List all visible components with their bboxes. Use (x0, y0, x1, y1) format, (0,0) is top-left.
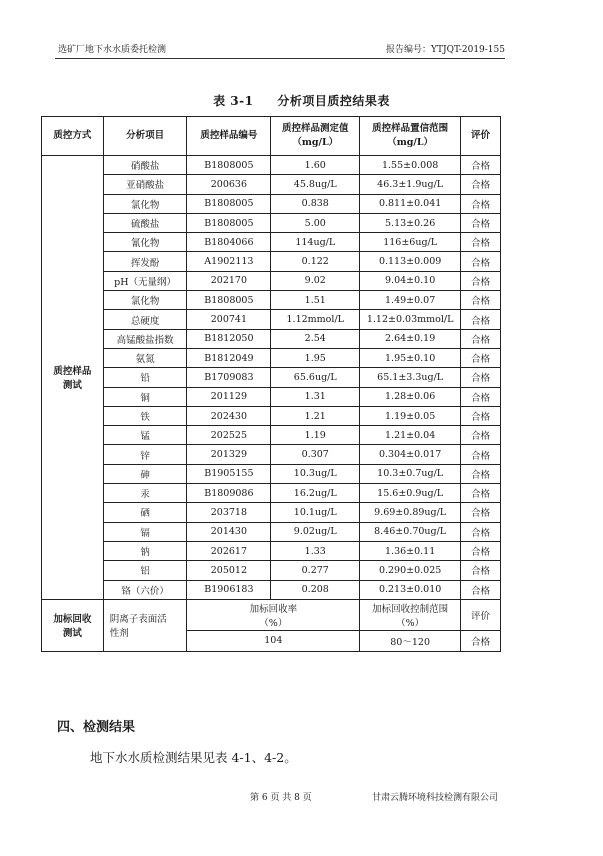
cell-sample-id: 201329 (187, 445, 271, 464)
table-row (42, 175, 501, 194)
cell-measured: 1.21 (271, 406, 360, 425)
cell-evaluation: 合格 (461, 252, 501, 271)
cell-measured: 2.54 (271, 329, 360, 348)
spike-header-rate: 加标回收率 （%） (187, 599, 360, 630)
header-cell: 质控样品测定值 （mg/L） (271, 117, 360, 156)
spike-value-range: 80～120 (360, 630, 461, 651)
cell-evaluation: 合格 (461, 233, 501, 252)
group-label-qc: 质控样品 测试 (42, 156, 104, 600)
cell-evaluation: 合格 (461, 426, 501, 445)
cell-sample-id: B1808005 (187, 291, 271, 310)
header-cell: 分析项目 (103, 117, 187, 156)
header-cell: 质控方式 (42, 117, 104, 156)
cell-sample-id: B1809086 (187, 484, 271, 503)
cell-evaluation: 合格 (461, 271, 501, 290)
table-row (42, 194, 501, 213)
cell-item: 硒 (103, 503, 187, 522)
cell-sample-id: 205012 (187, 561, 271, 580)
cell-item: 铜 (103, 387, 187, 406)
cell-measured: 1.19 (271, 426, 360, 445)
cell-range: 1.36±0.11 (360, 541, 461, 560)
cell-measured: 114ug/L (271, 233, 360, 252)
table-row (42, 368, 501, 387)
table-row (42, 561, 501, 580)
cell-item: 挥发酚 (103, 252, 187, 271)
header-divider (55, 58, 505, 59)
table-row (42, 445, 501, 464)
table-row (42, 503, 501, 522)
cell-range: 116±6ug/L (360, 233, 461, 252)
table-row (42, 599, 501, 630)
page-header (58, 42, 505, 58)
cell-item: 汞 (103, 484, 187, 503)
cell-range: 1.28±0.06 (360, 387, 461, 406)
cell-sample-id: B1808005 (187, 156, 271, 175)
page-number: 第 6 页 共 8 页 (250, 793, 312, 803)
cell-item: 硝酸盐 (103, 156, 187, 175)
table-row (42, 387, 501, 406)
cell-item: 镉 (103, 522, 187, 541)
cell-item: 铝 (103, 561, 187, 580)
qc-results-table (41, 116, 501, 652)
cell-measured: 65.6ug/L (271, 368, 360, 387)
cell-evaluation: 合格 (461, 503, 501, 522)
cell-item: 氯化物 (103, 194, 187, 213)
cell-measured: 45.8ug/L (271, 175, 360, 194)
table-row (42, 213, 501, 232)
cell-range: 5.13±0.26 (360, 213, 461, 232)
cell-measured: 1.95 (271, 348, 360, 367)
cell-measured: 10.3ug/L (271, 464, 360, 483)
header-title: 选矿厂地下水水质委托检测 (58, 45, 167, 55)
cell-item: 砷 (103, 464, 187, 483)
cell-evaluation: 合格 (461, 156, 501, 175)
cell-sample-id: 201430 (187, 522, 271, 541)
cell-measured: 0.838 (271, 194, 360, 213)
cell-item: 氰化物 (103, 233, 187, 252)
cell-item: 高锰酸盐指数 (103, 329, 187, 348)
table-row (42, 406, 501, 425)
cell-range: 2.64±0.19 (360, 329, 461, 348)
cell-evaluation: 合格 (461, 522, 501, 541)
cell-measured: 5.00 (271, 213, 360, 232)
cell-item: 铁 (103, 406, 187, 425)
cell-sample-id: B1804066 (187, 233, 271, 252)
cell-evaluation: 合格 (461, 464, 501, 483)
cell-measured: 0.307 (271, 445, 360, 464)
cell-sample-id: 202170 (187, 271, 271, 290)
table-row (42, 156, 501, 175)
group-label-spike: 加标回收 测试 (42, 599, 104, 651)
cell-range: 65.1±3.3ug/L (360, 368, 461, 387)
table-row (42, 233, 501, 252)
table-caption (0, 92, 603, 109)
company-name: 甘肃云腾环境科技检测有限公司 (372, 793, 499, 803)
cell-measured: 1.31 (271, 387, 360, 406)
header-cell: 质控样品编号 (187, 117, 271, 156)
cell-range: 15.6±0.9ug/L (360, 484, 461, 503)
cell-sample-id: B1808005 (187, 194, 271, 213)
cell-measured: 0.122 (271, 252, 360, 271)
cell-evaluation: 合格 (461, 368, 501, 387)
cell-range: 1.49±0.07 (360, 291, 461, 310)
cell-range: 0.213±0.010 (360, 580, 461, 599)
cell-sample-id: A1902113 (187, 252, 271, 271)
cell-range: 0.304±0.017 (360, 445, 461, 464)
cell-sample-id: B1906183 (187, 580, 271, 599)
cell-evaluation: 合格 (461, 445, 501, 464)
cell-sample-id: B1812049 (187, 348, 271, 367)
cell-evaluation: 合格 (461, 310, 501, 329)
cell-evaluation: 合格 (461, 175, 501, 194)
cell-item: 铅 (103, 368, 187, 387)
cell-evaluation: 合格 (461, 291, 501, 310)
cell-evaluation: 合格 (461, 561, 501, 580)
table-row (42, 348, 501, 367)
table-row (42, 426, 501, 445)
spike-value-rate: 104 (187, 630, 360, 651)
cell-measured: 1.12mmol/L (271, 310, 360, 329)
section-title: 四、检测结果 (57, 720, 136, 735)
cell-item: 锌 (103, 445, 187, 464)
table-row (42, 252, 501, 271)
cell-evaluation: 合格 (461, 484, 501, 503)
cell-sample-id: B1808005 (187, 213, 271, 232)
cell-range: 1.19±0.05 (360, 406, 461, 425)
cell-sample-id: B1905155 (187, 464, 271, 483)
header-cell: 评价 (461, 117, 501, 156)
cell-item: 亚硝酸盐 (103, 175, 187, 194)
cell-item: 氨氮 (103, 348, 187, 367)
cell-range: 9.04±0.10 (360, 271, 461, 290)
table-title: 分析项目质控结果表 (277, 94, 390, 108)
cell-sample-id: B1709083 (187, 368, 271, 387)
cell-evaluation: 合格 (461, 387, 501, 406)
cell-range: 46.3±1.9ug/L (360, 175, 461, 194)
spike-header-eval: 评价 (461, 599, 501, 630)
cell-measured: 10.1ug/L (271, 503, 360, 522)
cell-range: 0.290±0.025 (360, 561, 461, 580)
table-row (42, 580, 501, 599)
spike-header-range: 加标回收控制范围 （%） (360, 599, 461, 630)
table-row (42, 271, 501, 290)
table-row (42, 329, 501, 348)
cell-sample-id: 202430 (187, 406, 271, 425)
cell-measured: 9.02 (271, 271, 360, 290)
cell-measured: 1.51 (271, 291, 360, 310)
cell-evaluation: 合格 (461, 406, 501, 425)
cell-sample-id: 203718 (187, 503, 271, 522)
cell-range: 9.69±0.89ug/L (360, 503, 461, 522)
cell-item: 锰 (103, 426, 187, 445)
cell-range: 1.55±0.008 (360, 156, 461, 175)
cell-evaluation: 合格 (461, 541, 501, 560)
cell-item: 总硬度 (103, 310, 187, 329)
cell-item: pH（无量纲） (103, 271, 187, 290)
cell-evaluation: 合格 (461, 329, 501, 348)
table-number: 表 3-1 (213, 94, 254, 108)
table-row (42, 464, 501, 483)
header-cell: 质控样品置信范围 （mg/L） (360, 117, 461, 156)
cell-measured: 16.2ug/L (271, 484, 360, 503)
cell-measured: 1.60 (271, 156, 360, 175)
cell-evaluation: 合格 (461, 213, 501, 232)
cell-measured: 9.02ug/L (271, 522, 360, 541)
cell-range: 10.3±0.7ug/L (360, 464, 461, 483)
cell-item: 钠 (103, 541, 187, 560)
cell-evaluation: 合格 (461, 348, 501, 367)
cell-measured: 0.277 (271, 561, 360, 580)
table-row (42, 541, 501, 560)
cell-evaluation: 合格 (461, 580, 501, 599)
cell-range: 0.811±0.041 (360, 194, 461, 213)
cell-item: 铬（六价） (103, 580, 187, 599)
table-row (42, 484, 501, 503)
cell-sample-id: 202617 (187, 541, 271, 560)
cell-range: 8.46±0.70ug/L (360, 522, 461, 541)
table-header-row (42, 117, 501, 156)
cell-sample-id: 202525 (187, 426, 271, 445)
cell-sample-id: 200636 (187, 175, 271, 194)
cell-item: 氯化物 (103, 291, 187, 310)
cell-sample-id: 201129 (187, 387, 271, 406)
table-row (42, 522, 501, 541)
section-text: 地下水水质检测结果见表 4-1、4-2。 (90, 750, 297, 765)
cell-range: 0.113±0.009 (360, 252, 461, 271)
cell-range: 1.12±0.03mmol/L (360, 310, 461, 329)
cell-item: 硫酸盐 (103, 213, 187, 232)
cell-measured: 1.33 (271, 541, 360, 560)
cell-measured: 0.208 (271, 580, 360, 599)
report-number: 报告编号：YTJQT-2019-155 (386, 45, 505, 55)
cell-sample-id: 200741 (187, 310, 271, 329)
cell-evaluation: 合格 (461, 194, 501, 213)
cell-sample-id: B1812050 (187, 329, 271, 348)
table-row (42, 310, 501, 329)
cell-item: 阴离子表面活 性剂 (103, 599, 187, 651)
cell-range: 1.21±0.04 (360, 426, 461, 445)
spike-value-eval: 合格 (461, 630, 501, 651)
table-row (42, 291, 501, 310)
cell-range: 1.95±0.10 (360, 348, 461, 367)
